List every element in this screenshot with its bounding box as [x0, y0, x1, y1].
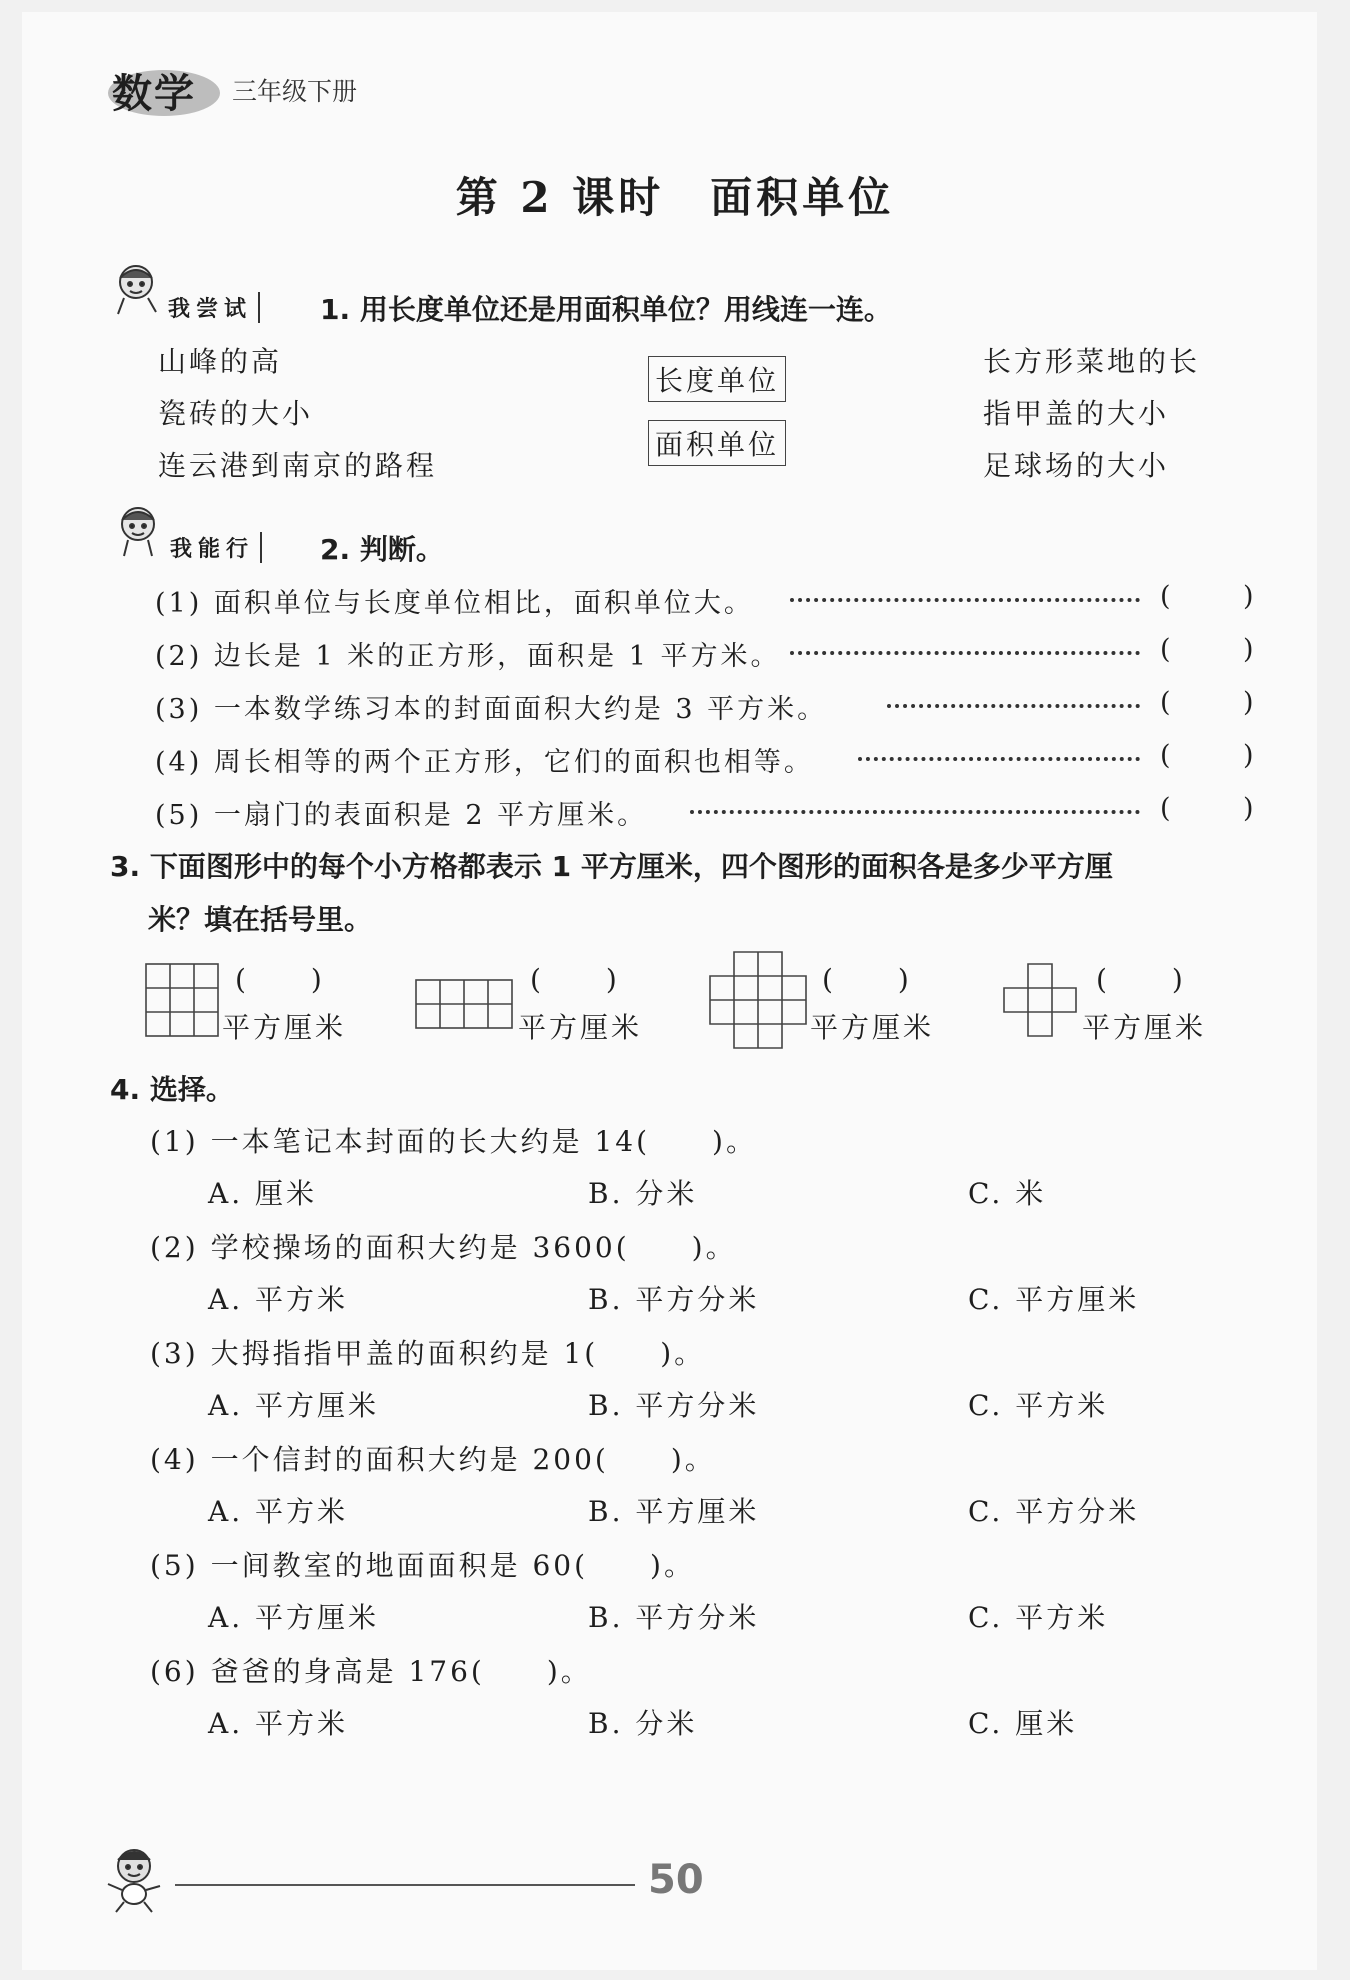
section-tag-can: 我能行: [170, 532, 262, 563]
choice-stem-5: (5) 一间教室的地面面积是 60( )。: [150, 1549, 695, 1582]
answer-paren-close[interactable]: ): [1243, 581, 1254, 612]
answer-paren-open[interactable]: (: [1160, 793, 1171, 824]
option-b[interactable]: B. 分米: [588, 1707, 698, 1740]
question-4: 4. 选择。: [110, 1073, 234, 1106]
judge-item-2: (2) 边长是 1 米的正方形，面积是 1 平方米。: [155, 641, 781, 672]
unit-label-4: 平方厘米: [1082, 1011, 1207, 1044]
answer-paren-open[interactable]: (: [1160, 634, 1171, 665]
answer-paren-close[interactable]: ): [1243, 793, 1254, 824]
right-item-1[interactable]: 长方形菜地的长: [983, 345, 1201, 378]
mascot-try-icon: [108, 258, 164, 318]
choice-stem-6: (6) 爸爸的身高是 176( )。: [150, 1655, 592, 1688]
answer-blank-2[interactable]: ( ): [530, 963, 620, 996]
option-c[interactable]: C. 米: [968, 1177, 1047, 1210]
answer-blank-4[interactable]: ( ): [1096, 963, 1186, 996]
question-1: 1. 用长度单位还是用面积单位？用线连一连。: [320, 293, 892, 326]
leader-dots: [790, 598, 1140, 602]
option-a[interactable]: A. 平方米: [208, 1283, 349, 1316]
unit-label-1: 平方厘米: [222, 1011, 347, 1044]
judge-item-5: (5) 一扇门的表面积是 2 平方厘米。: [155, 800, 648, 831]
grid-figure-4: [1002, 962, 1082, 1042]
mascot-footer-icon: [100, 1842, 174, 1916]
answer-paren-close[interactable]: ): [1243, 740, 1254, 771]
mascot-can-icon: [110, 500, 166, 560]
right-item-2[interactable]: 指甲盖的大小: [983, 397, 1170, 430]
question-2: 2. 判断。: [320, 533, 444, 566]
judge-item-4: (4) 周长相等的两个正方形，它们的面积也相等。: [155, 747, 814, 778]
choice-stem-2: (2) 学校操场的面积大约是 3600( )。: [150, 1231, 737, 1264]
option-a[interactable]: A. 厘米: [208, 1177, 318, 1210]
question-3-line1: 3. 下面图形中的每个小方格都表示 1 平方厘米，四个图形的面积各是多少平方厘: [110, 850, 1113, 883]
option-c[interactable]: C. 平方米: [968, 1389, 1109, 1422]
answer-paren-close[interactable]: ): [1243, 687, 1254, 718]
area-unit-box[interactable]: 面积单位: [648, 420, 786, 466]
leader-dots: [790, 651, 1140, 655]
option-b[interactable]: B. 平方分米: [588, 1389, 760, 1422]
option-a[interactable]: A. 平方米: [208, 1707, 349, 1740]
footer-rule: [175, 1884, 635, 1886]
choice-stem-4: (4) 一个信封的面积大约是 200( )。: [150, 1443, 716, 1476]
question-3-line2: 米？填在括号里。: [148, 903, 373, 936]
option-c[interactable]: C. 平方米: [968, 1601, 1109, 1634]
leader-dots: [690, 810, 1140, 814]
option-b[interactable]: B. 平方分米: [588, 1601, 760, 1634]
option-c[interactable]: C. 厘米: [968, 1707, 1078, 1740]
option-c[interactable]: C. 平方分米: [968, 1495, 1140, 1528]
answer-blank-1[interactable]: ( ): [235, 963, 325, 996]
left-item-2[interactable]: 瓷砖的大小: [158, 397, 314, 430]
answer-paren-open[interactable]: (: [1160, 740, 1171, 771]
option-c[interactable]: C. 平方厘米: [968, 1283, 1140, 1316]
section-tag-try: 我尝试: [168, 292, 260, 323]
choice-stem-3: (3) 大拇指指甲盖的面积约是 1( )。: [150, 1337, 706, 1370]
option-a[interactable]: A. 平方厘米: [208, 1389, 380, 1422]
choice-stem-1: (1) 一本笔记本封面的长大约是 14( )。: [150, 1125, 757, 1158]
header-grade: 三年级下册: [232, 77, 358, 106]
grid-figure-3: [708, 950, 812, 1054]
option-a[interactable]: A. 平方厘米: [208, 1601, 380, 1634]
option-a[interactable]: A. 平方米: [208, 1495, 349, 1528]
option-b[interactable]: B. 平方分米: [588, 1283, 760, 1316]
left-item-3[interactable]: 连云港到南京的路程: [158, 449, 438, 482]
answer-paren-close[interactable]: ): [1243, 634, 1254, 665]
left-item-1[interactable]: 山峰的高: [158, 345, 283, 378]
lesson-title: 第 2 课时 面积单位: [455, 173, 895, 222]
leader-dots: [858, 757, 1140, 761]
judge-item-1: (1) 面积单位与长度单位相比，面积单位大。: [155, 588, 754, 619]
leader-dots: [887, 704, 1140, 708]
judge-item-3: (3) 一本数学练习本的封面面积大约是 3 平方米。: [155, 694, 828, 725]
answer-paren-open[interactable]: (: [1160, 687, 1171, 718]
answer-blank-3[interactable]: ( ): [822, 963, 912, 996]
unit-label-3: 平方厘米: [810, 1011, 935, 1044]
header-subject: 数学: [112, 71, 196, 117]
option-b[interactable]: B. 分米: [588, 1177, 698, 1210]
grid-figure-2: [414, 978, 518, 1034]
option-b[interactable]: B. 平方厘米: [588, 1495, 760, 1528]
right-item-3[interactable]: 足球场的大小: [983, 449, 1170, 482]
answer-paren-open[interactable]: (: [1160, 581, 1171, 612]
page-number: 50: [648, 1857, 704, 1903]
unit-label-2: 平方厘米: [518, 1011, 643, 1044]
grid-figure-1: [144, 962, 224, 1042]
length-unit-box[interactable]: 长度单位: [648, 356, 786, 402]
